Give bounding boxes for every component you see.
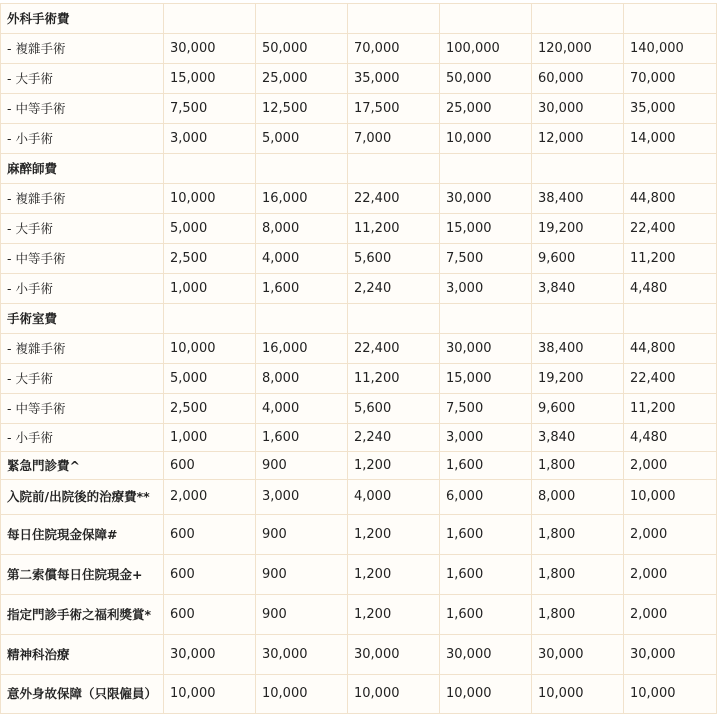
table-cell: 2,000	[624, 452, 717, 480]
table-cell: 12,500	[256, 94, 348, 124]
table-cell: 8,000	[256, 364, 348, 394]
table-cell: 2,000	[164, 480, 256, 515]
table-cell: 1,600	[256, 424, 348, 452]
table-cell: 4,000	[256, 244, 348, 274]
table-cell: 7,500	[440, 394, 532, 424]
table-cell	[348, 304, 440, 334]
table-cell: 900	[256, 452, 348, 480]
row-label: - 大手術	[1, 214, 164, 244]
table-cell: 6,000	[440, 480, 532, 515]
table-cell: 120,000	[532, 34, 624, 64]
table-cell: 60,000	[532, 64, 624, 94]
row-label: - 中等手術	[1, 94, 164, 124]
table-cell: 25,000	[256, 64, 348, 94]
table-cell: 5,600	[348, 394, 440, 424]
row-label: - 複雜手術	[1, 334, 164, 364]
table-cell: 1,600	[440, 555, 532, 595]
table-row	[1, 364, 717, 394]
table-cell	[164, 4, 256, 34]
table-cell: 10,000	[440, 124, 532, 154]
table-cell: 11,200	[624, 244, 717, 274]
table-cell: 15,000	[440, 214, 532, 244]
table-row	[1, 334, 717, 364]
table-cell: 1,600	[440, 452, 532, 480]
table-cell	[440, 154, 532, 184]
row-label: - 複雜手術	[1, 184, 164, 214]
table-cell	[256, 4, 348, 34]
table-cell: 50,000	[256, 34, 348, 64]
table-cell: 600	[164, 555, 256, 595]
table-cell	[256, 304, 348, 334]
table-section-row	[1, 154, 717, 184]
table-cell: 2,000	[624, 515, 717, 555]
table-cell: 22,400	[624, 364, 717, 394]
table-cell	[164, 154, 256, 184]
table-cell: 8,000	[256, 214, 348, 244]
table-cell: 10,000	[164, 334, 256, 364]
table-cell: 30,000	[624, 635, 717, 675]
table-cell: 30,000	[164, 34, 256, 64]
table-cell: 30,000	[256, 635, 348, 675]
table-cell: 1,600	[440, 515, 532, 555]
table-cell: 100,000	[440, 34, 532, 64]
table-cell: 30,000	[532, 635, 624, 675]
table-cell: 10,000	[532, 675, 624, 714]
table-cell: 4,480	[624, 274, 717, 304]
row-label: - 小手術	[1, 274, 164, 304]
table-section-row	[1, 515, 717, 555]
table-cell: 7,000	[348, 124, 440, 154]
row-label: 每日住院現金保障#	[1, 515, 164, 555]
table-cell: 4,000	[256, 394, 348, 424]
table-cell	[624, 304, 717, 334]
table-cell: 15,000	[164, 64, 256, 94]
table-row	[1, 424, 717, 452]
table-cell: 4,000	[348, 480, 440, 515]
table-row	[1, 274, 717, 304]
table-cell: 19,200	[532, 214, 624, 244]
table-cell: 19,200	[532, 364, 624, 394]
table-section-row	[1, 480, 717, 515]
table-cell: 30,000	[440, 334, 532, 364]
table-cell: 5,000	[164, 214, 256, 244]
table-cell	[624, 154, 717, 184]
table-cell: 1,000	[164, 424, 256, 452]
table-cell: 1,200	[348, 595, 440, 635]
table-cell: 44,800	[624, 334, 717, 364]
table-cell: 3,840	[532, 424, 624, 452]
row-label: - 小手術	[1, 124, 164, 154]
table-row	[1, 34, 717, 64]
row-label: 手術室費	[1, 304, 164, 334]
row-label: 指定門診手術之福利獎賞*	[1, 595, 164, 635]
table-cell	[348, 154, 440, 184]
table-cell: 16,000	[256, 184, 348, 214]
row-label: 精神科治療	[1, 635, 164, 675]
table-cell: 38,400	[532, 184, 624, 214]
row-label: 外科手術費	[1, 4, 164, 34]
table-section-row	[1, 304, 717, 334]
table-cell: 44,800	[624, 184, 717, 214]
table-cell: 38,400	[532, 334, 624, 364]
table-cell: 9,600	[532, 394, 624, 424]
table-cell: 9,600	[532, 244, 624, 274]
table-cell: 900	[256, 595, 348, 635]
table-cell	[532, 154, 624, 184]
table-cell: 600	[164, 515, 256, 555]
table-cell: 1,000	[164, 274, 256, 304]
table-cell: 10,000	[164, 184, 256, 214]
table-cell: 30,000	[348, 635, 440, 675]
table-cell: 900	[256, 555, 348, 595]
table-cell: 22,400	[348, 334, 440, 364]
table-cell: 17,500	[348, 94, 440, 124]
table-cell: 1,600	[256, 274, 348, 304]
table-cell: 8,000	[532, 480, 624, 515]
table-cell: 2,000	[624, 555, 717, 595]
table-cell: 7,500	[164, 94, 256, 124]
table-section-row	[1, 635, 717, 675]
table-cell: 1,800	[532, 452, 624, 480]
table-cell: 14,000	[624, 124, 717, 154]
table-cell: 70,000	[348, 34, 440, 64]
table-row	[1, 184, 717, 214]
table-cell: 70,000	[624, 64, 717, 94]
row-label: - 中等手術	[1, 394, 164, 424]
table-cell: 10,000	[624, 480, 717, 515]
table-cell: 1,800	[532, 515, 624, 555]
table-cell: 35,000	[348, 64, 440, 94]
table-cell: 10,000	[440, 675, 532, 714]
table-section-row	[1, 675, 717, 714]
table-cell: 5,000	[164, 364, 256, 394]
table-cell: 11,200	[348, 364, 440, 394]
table-cell: 3,000	[440, 424, 532, 452]
table-row	[1, 64, 717, 94]
table-section-row	[1, 555, 717, 595]
table-cell: 10,000	[164, 675, 256, 714]
row-label: - 複雜手術	[1, 34, 164, 64]
table-cell: 15,000	[440, 364, 532, 394]
table-cell	[440, 304, 532, 334]
table-cell: 1,600	[440, 595, 532, 635]
table-row	[1, 394, 717, 424]
table-cell: 600	[164, 595, 256, 635]
table-cell: 50,000	[440, 64, 532, 94]
table-cell: 35,000	[624, 94, 717, 124]
table-cell: 140,000	[624, 34, 717, 64]
table-cell: 2,240	[348, 274, 440, 304]
table-cell: 30,000	[164, 635, 256, 675]
table-cell: 10,000	[624, 675, 717, 714]
table-cell	[164, 304, 256, 334]
table-cell: 25,000	[440, 94, 532, 124]
row-label: - 大手術	[1, 64, 164, 94]
table-cell	[624, 4, 717, 34]
table-cell: 22,400	[624, 214, 717, 244]
table-row	[1, 244, 717, 274]
table-cell: 1,200	[348, 452, 440, 480]
table-cell: 2,240	[348, 424, 440, 452]
table-cell: 3,000	[440, 274, 532, 304]
table-row	[1, 94, 717, 124]
table-section-row	[1, 4, 717, 34]
table-cell	[532, 4, 624, 34]
row-label: - 中等手術	[1, 244, 164, 274]
table-cell: 11,200	[348, 214, 440, 244]
table-row	[1, 214, 717, 244]
row-label: 麻醉師費	[1, 154, 164, 184]
table-cell: 30,000	[532, 94, 624, 124]
table-cell: 10,000	[348, 675, 440, 714]
table-cell: 1,800	[532, 595, 624, 635]
table-cell: 900	[256, 515, 348, 555]
table-row	[1, 124, 717, 154]
table-section-row	[1, 595, 717, 635]
table-cell: 16,000	[256, 334, 348, 364]
table-cell: 3,000	[256, 480, 348, 515]
row-label: 緊急門診費^	[1, 452, 164, 480]
table-cell: 3,000	[164, 124, 256, 154]
table-cell: 1,200	[348, 555, 440, 595]
table-cell: 1,800	[532, 555, 624, 595]
table-cell: 10,000	[256, 675, 348, 714]
table-cell: 5,000	[256, 124, 348, 154]
table-cell	[348, 4, 440, 34]
table-cell: 5,600	[348, 244, 440, 274]
row-label: 意外身故保障（只限僱員）	[1, 675, 164, 714]
table-cell: 12,000	[532, 124, 624, 154]
table-cell: 22,400	[348, 184, 440, 214]
table-cell: 30,000	[440, 635, 532, 675]
table-cell: 11,200	[624, 394, 717, 424]
table-cell: 2,500	[164, 394, 256, 424]
table-cell: 7,500	[440, 244, 532, 274]
table-cell: 2,500	[164, 244, 256, 274]
table-cell	[256, 154, 348, 184]
table-cell	[532, 304, 624, 334]
table-cell: 3,840	[532, 274, 624, 304]
table-cell: 2,000	[624, 595, 717, 635]
table-cell: 30,000	[440, 184, 532, 214]
table-cell: 4,480	[624, 424, 717, 452]
row-label: 入院前/出院後的治療費**	[1, 480, 164, 515]
row-label: - 小手術	[1, 424, 164, 452]
table-cell: 1,200	[348, 515, 440, 555]
row-label: 第二索償每日住院現金+	[1, 555, 164, 595]
table-section-row	[1, 452, 717, 480]
table-cell	[440, 4, 532, 34]
row-label: - 大手術	[1, 364, 164, 394]
table-cell: 600	[164, 452, 256, 480]
benefits-table-body	[1, 4, 717, 714]
benefits-table	[0, 3, 717, 714]
